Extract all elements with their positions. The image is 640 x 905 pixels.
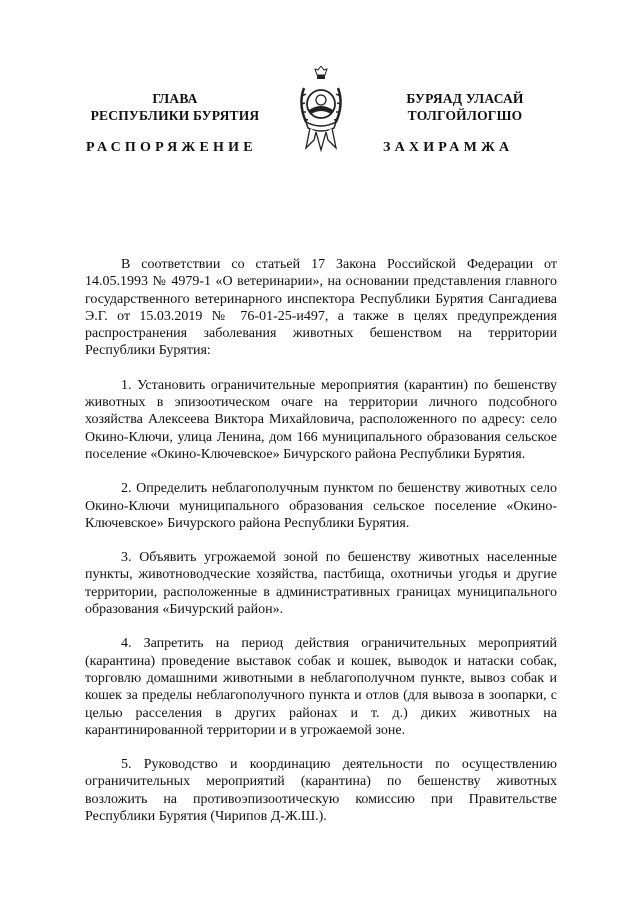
- coat-of-arms-icon: [296, 66, 346, 154]
- header-right-subtitle: ТОЛГОЙЛОГШО: [407, 108, 523, 123]
- header-right-title: БУРЯАД УЛАСАЙ: [406, 91, 524, 106]
- header-left-block: [80, 90, 270, 124]
- header-left-subtitle: РЕСПУБЛИКИ БУРЯТИЯ: [90, 108, 260, 123]
- header-right-block: [370, 90, 560, 124]
- document-type-buryat: ЗАХИРАМЖА: [383, 140, 514, 155]
- item-4-paragraph: 4. Запретить на период действия ограничительных мероприятий (карантина) проведение выставок собак и кошек, выводок и натаски собак, торговлю домашними животными в неблагополучном пункте, вывоз собак и кошек за пределы неблагополучного пункта и отлов (для вывоза в зоопарки, с целью расселения в других районах и т. д.) диких животных на карантинированной территории и в угрожаемой зоне.: [85, 636, 557, 738]
- preamble-paragraph: В соответствии со статьей 17 Закона Российской Федерации от 14.05.1993 № 4979-1 «О ветеринарии», на основании представления главного государственного ветеринарного инспектора Республики Бурятия Сангадиева Э.Г. от 15.03.2019 № 76-01-25-и497, а также в целях предупреждения распространения заболевания животных бешенством на территории Республики Бурятия:: [85, 257, 557, 359]
- item-3-paragraph: 3. Объявить угрожаемой зоной по бешенству животных населенные пункты, животноводческие хозяйства, пастбища, охотничьи угодья и другие территории, расположенные в административных границах муниципального образования «Бичурский район».: [85, 550, 557, 618]
- item-2-paragraph: 2. Определить неблагополучным пунктом по бешенству животных село Окино-Ключи муниципального образования сельское поселение «Окино-Ключевское» Бичурского района Республики Бурятия.: [85, 481, 557, 531]
- item-1-paragraph: 1. Установить ограничительные мероприятия (карантин) по бешенству животных в эпизоотическом очаге на территории личного подсобного хозяйства Алексеева Виктора Михайловича, расположенного по адресу: село Окино-Ключи, улица Ленина, дом 166 муниципального образования сельское поселение «Окино-Ключевское» Бичурского района Республики Бурятия.: [85, 377, 557, 462]
- document-body: [85, 256, 557, 825]
- header-left-title: ГЛАВА: [152, 91, 198, 106]
- document-type-russian: РАСПОРЯЖЕНИЕ: [86, 140, 257, 155]
- item-5-paragraph: 5. Руководство и координацию деятельности по осуществлению ограничительных мероприятий (карантина) по бешенству животных возложить на противоэпизоотическую комиссию при Правительстве Республики Бурятия (Чирипов Д-Ж.Ш.).: [85, 757, 557, 825]
